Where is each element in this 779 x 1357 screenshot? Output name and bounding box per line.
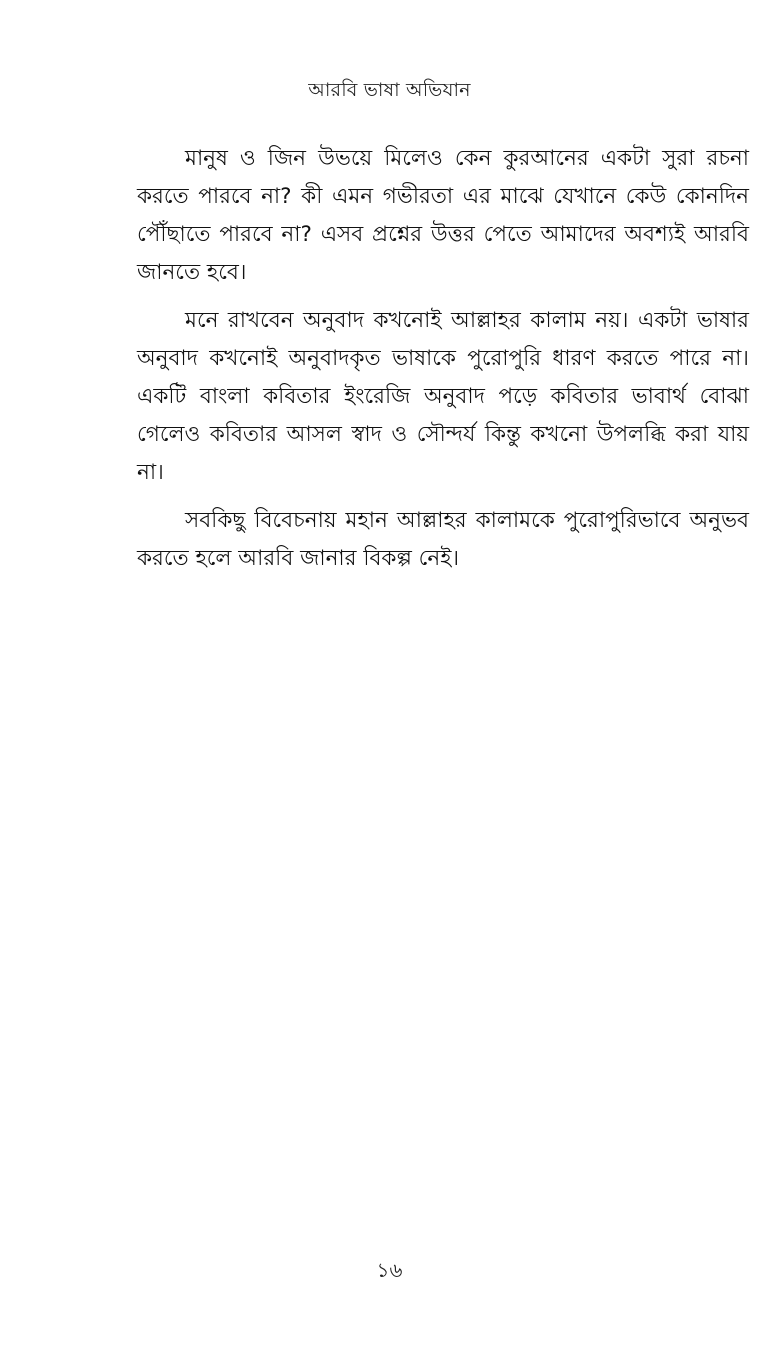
paragraph-2: মনে রাখবেন অনুবাদ কখনোই আল্লাহর কালাম নয়। একটা ভাষার অনুবাদ কখনোই অনুবাদকৃত ভাষাকে পুরোপুরি ধারণ করতে পারে না। একটি বাংলা কবিতার ইংরেজি অনুবাদ পড়ে কবিতার ভাবার্থ বোঝা গেলেও কবিতার আসল স্বাদ ও সৌন্দর্য কিন্তু কখনো উপলব্ধি করা যায় না।	[137, 308, 749, 485]
body-text	[137, 140, 749, 588]
paragraph-3: সবকিছু বিবেচনায় মহান আল্লাহর কালামকে পুরোপুরিভাবে অনুভব করতে হলে আরবি জানার বিকল্প নেই।	[137, 508, 749, 571]
paragraph-1: মানুষ ও জিন উভয়ে মিলেও কেন কুরআনের একটা সুরা রচনা করতে পারবে না? কী এমন গভীরতা এর মাঝে যেখানে কেউ কোনদিন পৌঁছাতে পারবে না? এসব প্রশ্নের উত্তর পেতে আমাদের অবশ্যই আরবি জানতে হবে।	[137, 146, 749, 285]
page-number: ১৬	[376, 1258, 403, 1282]
running-header-title: আরবি ভাষা অভিযান	[308, 79, 471, 101]
